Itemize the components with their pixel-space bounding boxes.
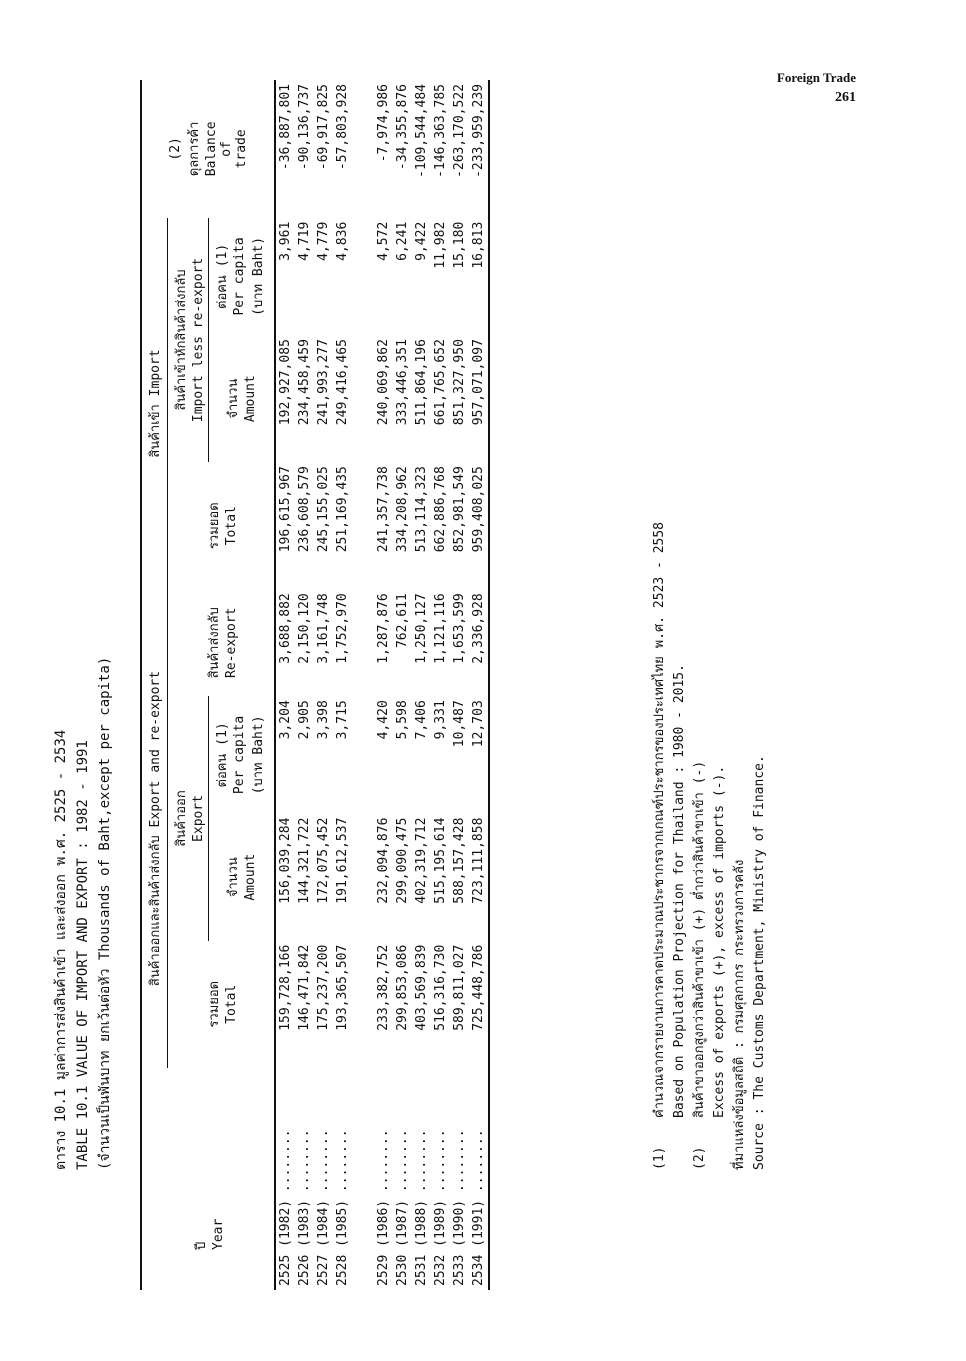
export-percapita-label: Per capita bbox=[232, 715, 247, 795]
year-header-english: Year bbox=[211, 1218, 226, 1250]
value-cell: 333,446,351 bbox=[395, 339, 410, 426]
value-cell: 16,813 bbox=[471, 221, 486, 269]
value-cell: 851,327,950 bbox=[452, 339, 467, 426]
balance-trade: trade bbox=[233, 129, 249, 169]
value-cell: 513,114,323 bbox=[414, 466, 429, 553]
value-cell: 232,094,876 bbox=[376, 817, 391, 904]
import-amount-thai: จำนวน bbox=[225, 378, 241, 419]
value-cell: 1,250,127 bbox=[414, 593, 429, 664]
table-row bbox=[295, 80, 314, 1290]
value-cell: 241,357,738 bbox=[376, 466, 391, 553]
value-cell: 299,090,475 bbox=[395, 817, 410, 904]
value-cell: 245,155,025 bbox=[316, 466, 331, 553]
import-percapita-thai: ต่อคน (1) bbox=[215, 243, 230, 309]
note-2-thai-text: สินค้าขาออกสูงกว่าสินค้าขาเข้า (+) ต่ำกว่าสินค้าขาเข้า (-) bbox=[692, 760, 707, 1118]
value-cell: -90,136,737 bbox=[297, 84, 312, 171]
year-cell: 2527 (1984) ........ bbox=[316, 1129, 331, 1286]
value-cell: 959,408,025 bbox=[471, 466, 486, 553]
year-cell: 2528 (1985) ........ bbox=[335, 1129, 350, 1286]
export-amount-label: Amount bbox=[242, 853, 258, 901]
value-cell: 240,069,862 bbox=[376, 339, 391, 426]
value-cell: 4,836 bbox=[335, 221, 350, 261]
export-percapita-thai: ต่อคน (1) bbox=[215, 722, 230, 788]
value-cell: -109,544,484 bbox=[414, 84, 429, 178]
value-cell: 403,569,839 bbox=[414, 944, 429, 1031]
import-percapita-header bbox=[209, 218, 271, 335]
export-percapita-header bbox=[209, 696, 271, 813]
value-cell: 516,316,730 bbox=[433, 944, 448, 1031]
value-cell: 241,993,277 bbox=[316, 339, 331, 426]
value-cell: 4,779 bbox=[316, 221, 331, 261]
value-cell: 236,608,579 bbox=[297, 466, 312, 553]
value-cell: 2,150,120 bbox=[297, 593, 312, 664]
export-thai: สินค้าออก bbox=[174, 790, 189, 847]
value-cell: 156,039,284 bbox=[278, 817, 293, 904]
year-header bbox=[141, 1068, 275, 1290]
value-cell: 1,653,599 bbox=[452, 593, 467, 664]
value-cell: -36,887,801 bbox=[278, 84, 293, 171]
value-cell: 4,420 bbox=[376, 700, 391, 740]
value-cell: 11,982 bbox=[433, 221, 448, 269]
value-cell: -263,170,522 bbox=[452, 84, 467, 178]
value-cell: 10,487 bbox=[452, 700, 467, 748]
value-cell: 1,121,116 bbox=[433, 593, 448, 664]
note-2-english-text: Excess of exports (+), excess of imports (-). bbox=[712, 765, 727, 1118]
export-group-header: สินค้าออกและสินค้าส่งกลับ Export and re-export bbox=[141, 589, 168, 1068]
balance-thai: ดุลการค้า bbox=[186, 121, 202, 177]
value-cell: 511,864,196 bbox=[414, 339, 429, 426]
export-subheader bbox=[168, 696, 209, 940]
value-cell: 515,195,614 bbox=[433, 817, 448, 904]
import-amount-label: Amount bbox=[242, 375, 258, 423]
value-cell: 3,961 bbox=[278, 221, 293, 261]
value-cell: 233,382,752 bbox=[376, 944, 391, 1031]
value-cell: 159,728,166 bbox=[278, 944, 293, 1031]
export-label: Export bbox=[191, 794, 206, 842]
note-2-key: (2) bbox=[692, 1146, 707, 1170]
import-group-header: สินค้าเข้า Import bbox=[141, 218, 168, 590]
reexport-header bbox=[168, 589, 276, 696]
table-row bbox=[275, 80, 295, 1290]
value-cell: 251,169,435 bbox=[335, 466, 350, 553]
reexport-thai: สินค้าส่งกลับ bbox=[207, 607, 222, 679]
rotated-table-block bbox=[20, 80, 780, 1290]
value-cell: 6,241 bbox=[395, 221, 410, 261]
value-cell: 661,765,652 bbox=[433, 339, 448, 426]
export-total-header bbox=[168, 941, 276, 1068]
export-percapita-unit: (บาท Baht) bbox=[251, 715, 266, 795]
table-row bbox=[431, 80, 450, 1290]
table-row bbox=[450, 80, 469, 1290]
value-cell: 193,365,507 bbox=[335, 944, 350, 1031]
value-cell: 402,319,712 bbox=[414, 817, 429, 904]
year-cell: 2532 (1989) ........ bbox=[433, 1129, 448, 1286]
value-cell: -233,959,239 bbox=[471, 84, 486, 178]
value-cell: 3,688,882 bbox=[278, 593, 293, 664]
value-cell: -57,803,928 bbox=[335, 84, 350, 171]
value-cell: 589,811,027 bbox=[452, 944, 467, 1031]
note-2-english bbox=[710, 522, 730, 1170]
note-1-thai bbox=[650, 522, 670, 1170]
import-amount-header bbox=[209, 335, 271, 462]
balance-header bbox=[141, 80, 275, 218]
import-total-header bbox=[168, 462, 276, 589]
year-cell: 2533 (1990) ........ bbox=[452, 1129, 467, 1286]
value-cell: 762,611 bbox=[395, 593, 410, 649]
value-cell: 3,715 bbox=[335, 700, 350, 740]
table-title bbox=[50, 657, 116, 1170]
table-row bbox=[393, 80, 412, 1290]
value-cell: 588,157,428 bbox=[452, 817, 467, 904]
year-cell: 2525 (1982) ........ bbox=[278, 1129, 293, 1286]
value-cell: 723,111,858 bbox=[471, 817, 486, 904]
value-cell: -69,917,825 bbox=[316, 84, 331, 171]
year-cell: 2526 (1983) ........ bbox=[297, 1129, 312, 1286]
year-cell: 2529 (1986) ........ bbox=[376, 1129, 391, 1286]
value-cell: 852,981,549 bbox=[452, 466, 467, 553]
value-cell: 146,471,842 bbox=[297, 944, 312, 1031]
title-english: TABLE 10.1 VALUE OF IMPORT AND EXPORT : 1982 - 1991 bbox=[75, 740, 91, 1170]
table-row bbox=[374, 80, 393, 1290]
value-cell: 7,406 bbox=[414, 700, 429, 740]
value-cell: 191,612,537 bbox=[335, 817, 350, 904]
value-cell: 5,598 bbox=[395, 700, 410, 740]
value-cell: 3,161,748 bbox=[316, 593, 331, 664]
value-cell: -146,363,785 bbox=[433, 84, 448, 178]
export-amount-header bbox=[209, 814, 271, 941]
section-title: Foreign Trade bbox=[776, 70, 856, 85]
value-cell: 15,180 bbox=[452, 221, 467, 269]
source-thai bbox=[730, 522, 750, 1170]
value-cell: 957,071,097 bbox=[471, 339, 486, 426]
value-cell: 1,752,970 bbox=[335, 593, 350, 664]
value-cell: 9,331 bbox=[433, 700, 448, 740]
row-group-gap bbox=[352, 80, 374, 1290]
import-less-header bbox=[168, 218, 209, 462]
note-1-key: (1) bbox=[652, 1146, 667, 1170]
value-cell: 192,927,085 bbox=[278, 339, 293, 426]
value-cell: 299,853,086 bbox=[395, 944, 410, 1031]
export-total-thai: รวมยอด bbox=[207, 980, 222, 1028]
value-cell: 3,204 bbox=[278, 700, 293, 740]
note-1-thai-text: คำนวณจากรายงานการคาดประมาณประชากรจากเกณฑ์ประชากรของประเทศไทย พ.ศ. 2523 - 2558 bbox=[652, 521, 667, 1118]
table-body bbox=[275, 80, 489, 1290]
note-1-english bbox=[670, 522, 690, 1170]
import-percapita-unit: (บาท Baht) bbox=[251, 236, 266, 316]
note-2-thai bbox=[690, 522, 710, 1170]
value-cell: 4,719 bbox=[297, 221, 312, 261]
value-cell: 3,398 bbox=[316, 700, 331, 740]
value-cell: -34,355,876 bbox=[395, 84, 410, 171]
value-cell: 196,615,967 bbox=[278, 466, 293, 553]
balance-note: (2) bbox=[167, 137, 183, 161]
table-row bbox=[469, 80, 489, 1290]
value-cell: 4,572 bbox=[376, 221, 391, 261]
balance-label: Balance bbox=[203, 121, 219, 177]
table-row bbox=[333, 80, 352, 1290]
table-notes bbox=[650, 522, 770, 1170]
import-total-label: Total bbox=[224, 506, 239, 546]
source-english-text: Source : The Customs Department, Ministry of Finance. bbox=[752, 755, 767, 1170]
title-units: (จำนวนเป็นพันบาท ยกเว้นต่อหัว Thousands of Baht,except per capita) bbox=[97, 656, 113, 1170]
year-header-thai: ปี bbox=[194, 1241, 209, 1250]
balance-of: of bbox=[218, 141, 234, 157]
year-cell: 2534 (1991) ........ bbox=[471, 1129, 486, 1286]
source-thai-text: ที่มาแหล่งข้อมูลสถิติ : กรมศุลกากร กระทรวงการคลัง bbox=[732, 859, 747, 1170]
export-amount-thai: จำนวน bbox=[225, 857, 241, 898]
source-english bbox=[750, 522, 770, 1170]
value-cell: 175,237,200 bbox=[316, 944, 331, 1031]
value-cell: 1,287,876 bbox=[376, 593, 391, 664]
value-cell: -7,974,986 bbox=[376, 84, 391, 163]
page-number: 261 bbox=[835, 90, 856, 105]
value-cell: 249,416,465 bbox=[335, 339, 350, 426]
value-cell: 334,208,962 bbox=[395, 466, 410, 553]
value-cell: 662,886,768 bbox=[433, 466, 448, 553]
value-cell: 2,336,928 bbox=[471, 593, 486, 664]
value-cell: 725,448,786 bbox=[471, 944, 486, 1031]
table-row bbox=[412, 80, 431, 1290]
value-cell: 12,703 bbox=[471, 700, 486, 748]
value-cell: 172,075,452 bbox=[316, 817, 331, 904]
import-less-label: Import less re-export bbox=[191, 257, 206, 423]
page-header bbox=[777, 70, 856, 106]
trade-table bbox=[140, 80, 490, 1290]
value-cell: 9,422 bbox=[414, 221, 429, 261]
value-cell: 144,321,722 bbox=[297, 817, 312, 904]
value-cell: 2,905 bbox=[297, 700, 312, 740]
title-thai: ตาราง 10.1 มูลค่าการส่งสินค้าเข้า และส่งออก พ.ศ. 2525 - 2534 bbox=[53, 729, 69, 1170]
note-1-english-text: Based on Population Projection for Thailand : 1980 - 2015. bbox=[672, 664, 687, 1118]
export-total-label: Total bbox=[224, 984, 239, 1024]
table-row bbox=[314, 80, 333, 1290]
value-cell: 234,458,459 bbox=[297, 339, 312, 426]
year-cell: 2530 (1987) ........ bbox=[395, 1129, 410, 1286]
reexport-label: Re-export bbox=[224, 607, 239, 678]
import-less-thai: สินค้าเข้าหักสินค้าส่งกลับ bbox=[174, 269, 189, 411]
year-cell: 2531 (1988) ........ bbox=[414, 1129, 429, 1286]
import-percapita-label: Per capita bbox=[232, 237, 247, 316]
import-total-thai: รวมยอด bbox=[207, 502, 222, 550]
